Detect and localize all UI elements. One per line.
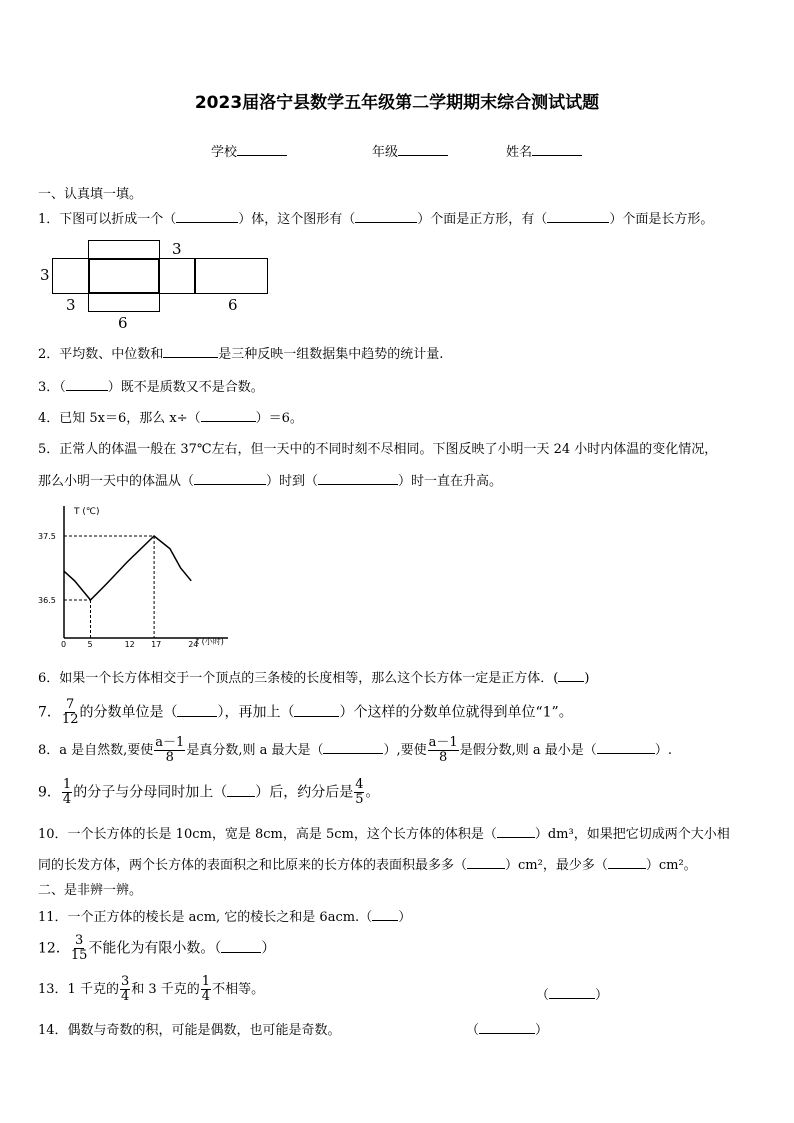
question-14: 14．偶数与奇数的积，可能是偶数，也可能是奇数。: [38, 1023, 341, 1038]
q14-blank[interactable]: [479, 1021, 535, 1034]
q11-blank[interactable]: [372, 908, 398, 921]
name-blank[interactable]: [532, 143, 582, 156]
q9-blank[interactable]: [227, 784, 255, 797]
q5-blank-1[interactable]: [194, 472, 266, 485]
net-label: 3: [40, 266, 50, 284]
question-13-answer: （ ）: [536, 988, 609, 1003]
y-axis-label: T (℃): [74, 507, 100, 517]
q6-blank[interactable]: [558, 669, 584, 682]
net-label: 6: [118, 314, 128, 332]
fraction: $\frac{1}{4}$: [62, 777, 72, 807]
question-4: 4．已知 5x＝6，那么 x÷（ ）＝6。: [38, 411, 303, 426]
question-13: 13．1 千克的 $\frac{3}{4}$ 和 3 千克的 $\frac{1}{4}$ 不相等。: [38, 974, 265, 1004]
q1-blank-2[interactable]: [355, 210, 417, 223]
net-face: [88, 240, 160, 260]
question-5-line-2: 那么小明一天中的体温从（ ）时到（ ）时一直在升高。: [38, 474, 503, 489]
question-2: 2．平均数、中位数和 是三种反映一组数据集中趋势的统计量.: [38, 347, 444, 362]
fraction: $\frac{a-1}{8}$: [155, 735, 185, 765]
q5-blank-2[interactable]: [318, 472, 398, 485]
series-line: [64, 536, 191, 600]
school-label: 学校: [211, 145, 238, 160]
y-tick-label: 37.5: [38, 532, 56, 541]
q13-blank[interactable]: [549, 986, 595, 999]
fraction: $\frac{4}{5}$: [355, 777, 364, 807]
question-12: 12． $\frac{3}{15}$ 不能化为有限小数。（ ）: [38, 933, 276, 963]
q1-blank-3[interactable]: [547, 210, 609, 223]
q4-blank[interactable]: [201, 409, 256, 422]
page-title: 2023届洛宁县数学五年级第二学期期末综合测试试题: [194, 93, 600, 113]
name-field[interactable]: [506, 141, 582, 160]
net-face: [194, 258, 268, 294]
question-5-line-1: 5．正常人的体温一般在 37℃左右，但一天中的不同时刻不尽相同。下图反映了小明一天 24 小时内体温的变化情况，: [38, 442, 718, 457]
question-8: 8．a 是自然数,要使 $\frac{a-1}{8}$ 是真分数,则 a 最大是（ ）,要使 $\frac{a-1}{8}$ 是假分数,则 a 最小是（ ）.: [38, 735, 672, 765]
q8-blank-1[interactable]: [323, 741, 383, 754]
x-tick-label: 17: [151, 640, 162, 649]
x-axis-label: t (小时): [196, 637, 224, 646]
x-tick-label: 0: [61, 640, 67, 649]
question-3: 3．（ ）既不是质数又不是合数。: [38, 380, 264, 395]
q8-blank-2[interactable]: [597, 741, 655, 754]
net-face: [52, 258, 90, 294]
y-tick-label: 36.5: [38, 596, 56, 605]
q10-blank-3[interactable]: [608, 856, 646, 869]
question-1: 1．下图可以折成一个（ ）体，这个图形有（ ）个面是正方形，有（ ）个面是长方形。: [38, 212, 714, 227]
fraction: $\frac{1}{4}$: [201, 974, 211, 1004]
net-label: 3: [66, 296, 76, 314]
q10-blank-1[interactable]: [497, 825, 535, 838]
q2-blank[interactable]: [163, 345, 218, 358]
question-10-line-2: 同的长发方体，两个长方体的表面积之和比原来的长方体的表面积最多多（ ）cm²，最少多（ ）cm²。: [38, 858, 697, 873]
section-heading-1: 一、认真填一填。: [38, 187, 143, 202]
temperature-chart: [38, 500, 233, 652]
box-net-figure: [38, 236, 278, 332]
school-blank[interactable]: [237, 143, 287, 156]
net-face: [88, 258, 160, 294]
net-label: 3: [172, 240, 182, 258]
grade-blank[interactable]: [398, 143, 448, 156]
fraction: $\frac{a-1}{8}$: [428, 735, 458, 765]
grade-label: 年级: [372, 145, 399, 160]
q3-blank[interactable]: [66, 378, 108, 391]
x-tick-label: 12: [124, 640, 135, 649]
name-label: 姓名: [506, 145, 533, 160]
question-10-line-1: 10．一个长方体的长是 10cm，宽是 8cm，高是 5cm，这个长方体的体积是（ ）dm³，如果把它切成两个大小相: [38, 827, 730, 842]
fraction: $\frac{7}{12}$: [61, 697, 79, 727]
q7-blank-2[interactable]: [294, 704, 339, 717]
school-field[interactable]: [211, 141, 287, 160]
q12-blank[interactable]: [221, 940, 261, 953]
net-face: [88, 292, 160, 312]
fraction: $\frac{3}{4}$: [120, 974, 130, 1004]
x-tick-label: 5: [87, 640, 93, 649]
fraction: $\frac{3}{15}$: [70, 933, 88, 963]
q7-blank-1[interactable]: [177, 704, 217, 717]
net-label: 6: [228, 296, 238, 314]
question-11: 11．一个正方体的棱长是 acm, 它的棱长之和是 6acm.（ ）: [38, 910, 412, 925]
question-7: 7． $\frac{7}{12}$ 的分数单位是（ ），再加上（ ）个这样的分数单位就得到单位“1”。: [38, 697, 573, 727]
question-6: 6．如果一个长方体相交于一个顶点的三条棱的长度相等，那么这个长方体一定是正方体．( ): [38, 671, 590, 686]
grade-field[interactable]: [372, 141, 448, 160]
q10-blank-2[interactable]: [467, 856, 505, 869]
net-face: [158, 258, 196, 294]
x-tick-label: 24: [188, 640, 199, 649]
question-14-answer: （ ）: [466, 1023, 549, 1038]
section-heading-2: 二、是非辨一辨。: [38, 883, 143, 898]
question-9: 9． $\frac{1}{4}$ 的分子与分母同时加上（ ）后，约分后是 $\frac{4}{5}$ 。: [38, 777, 380, 807]
q1-blank-1[interactable]: [176, 210, 238, 223]
